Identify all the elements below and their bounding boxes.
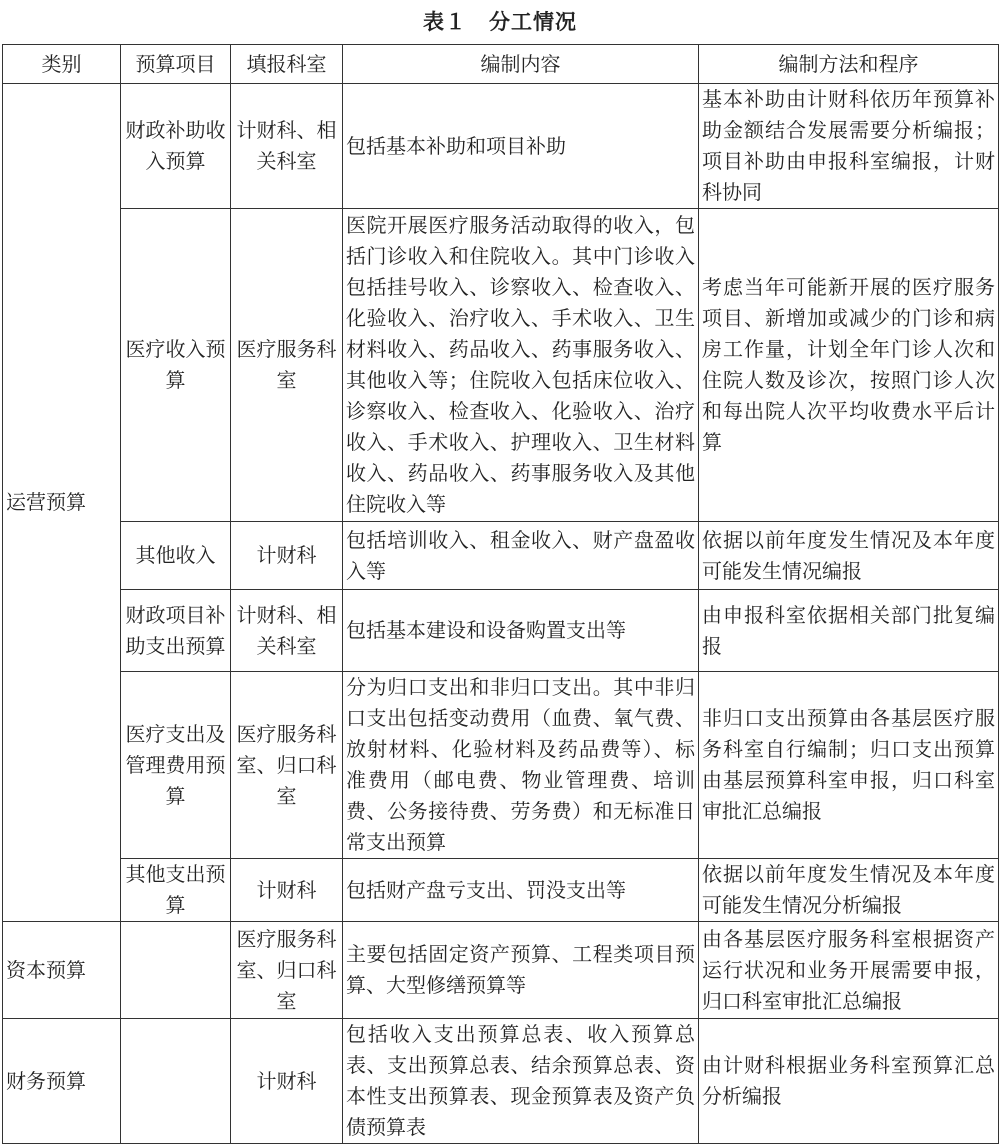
item-cell: 财政补助收入预算 [121,84,231,209]
table-row [3,1019,999,1144]
header-category: 类别 [3,45,121,84]
header-row [3,45,999,84]
method-cell: 由各基层医疗服务科室根据资产运行状况和业务开展需要申报，归口科室审批汇总编报 [699,922,999,1019]
category-cell: 资本预算 [3,922,121,1019]
category-cell: 财务预算 [3,1019,121,1144]
header-content: 编制内容 [343,45,699,84]
header-method: 编制方法和程序 [699,45,999,84]
dept-cell: 医疗服务科室、归口科室 [231,922,343,1019]
table-row [3,922,999,1019]
item-cell: 其他支出预算 [121,859,231,922]
header-dept: 填报科室 [231,45,343,84]
item-cell: 其他收入 [121,522,231,590]
content-cell: 包括培训收入、租金收入、财产盘盈收入等 [343,522,699,590]
dept-cell: 计财科、相关科室 [231,84,343,209]
dept-cell: 医疗服务科室 [231,209,343,522]
method-cell: 由计财科根据业务科室预算汇总分析编报 [699,1019,999,1144]
dept-cell: 医疗服务科室、归口科室 [231,672,343,859]
content-cell: 包括收入支出预算总表、收入预算总表、支出预算总表、结余预算总表、资本性支出预算表、现金预算表及资产负债预算表 [343,1019,699,1144]
dept-cell: 计财科 [231,1019,343,1144]
item-cell: 财政项目补助支出预算 [121,590,231,672]
method-cell: 由申报科室依据相关部门批复编报 [699,590,999,672]
item-cell: 医疗收入预算 [121,209,231,522]
table-row [3,209,999,522]
method-cell: 考虑当年可能新开展的医疗服务项目、新增加或减少的门诊和病房工作量，计划全年门诊人次和住院人数及诊次，按照门诊人次和每出院人次平均收费水平后计算 [699,209,999,522]
dept-cell: 计财科、相关科室 [231,590,343,672]
dept-cell: 计财科 [231,522,343,590]
content-cell: 分为归口支出和非归口支出。其中非归口支出包括变动费用（血费、氧气费、放射材料、化验材料及药品费等）、标准费用（邮电费、物业管理费、培训费、公务接待费、劳务费）和无标准日常支出预算 [343,672,699,859]
table-row [3,522,999,590]
item-cell: 医疗支出及管理费用预算 [121,672,231,859]
method-cell: 非归口支出预算由各基层医疗服务科室自行编制；归口支出预算由基层预算科室申报，归口科室审批汇总编报 [699,672,999,859]
table-title: 表１ 分工情况 [423,10,577,34]
table-row [3,672,999,859]
table-row [3,590,999,672]
dept-cell: 计财科 [231,859,343,922]
content-cell: 医院开展医疗服务活动取得的收入，包括门诊收入和住院收入。其中门诊收入包括挂号收入、诊察收入、检查收入、化验收入、治疗收入、手术收入、卫生材料收入、药品收入、药事服务收入、其他收入等；住院收入包括床位收入、诊察收入、检查收入、化验收入、治疗收入、手术收入、护理收入、卫生材料收入、药品收入、药事服务收入及其他住院收入等 [343,209,699,522]
header-item: 预算项目 [121,45,231,84]
item-cell [121,922,231,1019]
table-row [3,84,999,209]
division-table [2,44,999,1144]
content-cell: 包括基本补助和项目补助 [343,84,699,209]
content-cell: 包括财产盘亏支出、罚没支出等 [343,859,699,922]
category-cell: 运营预算 [3,84,121,922]
table-row [3,859,999,922]
item-cell [121,1019,231,1144]
content-cell: 主要包括固定资产预算、工程类项目预算、大型修缮预算等 [343,922,699,1019]
method-cell: 依据以前年度发生情况及本年度可能发生情况编报 [699,522,999,590]
method-cell: 基本补助由计财科依历年预算补助金额结合发展需要分析编报；项目补助由申报科室编报，计财科协同 [699,84,999,209]
method-cell: 依据以前年度发生情况及本年度可能发生情况分析编报 [699,859,999,922]
content-cell: 包括基本建设和设备购置支出等 [343,590,699,672]
